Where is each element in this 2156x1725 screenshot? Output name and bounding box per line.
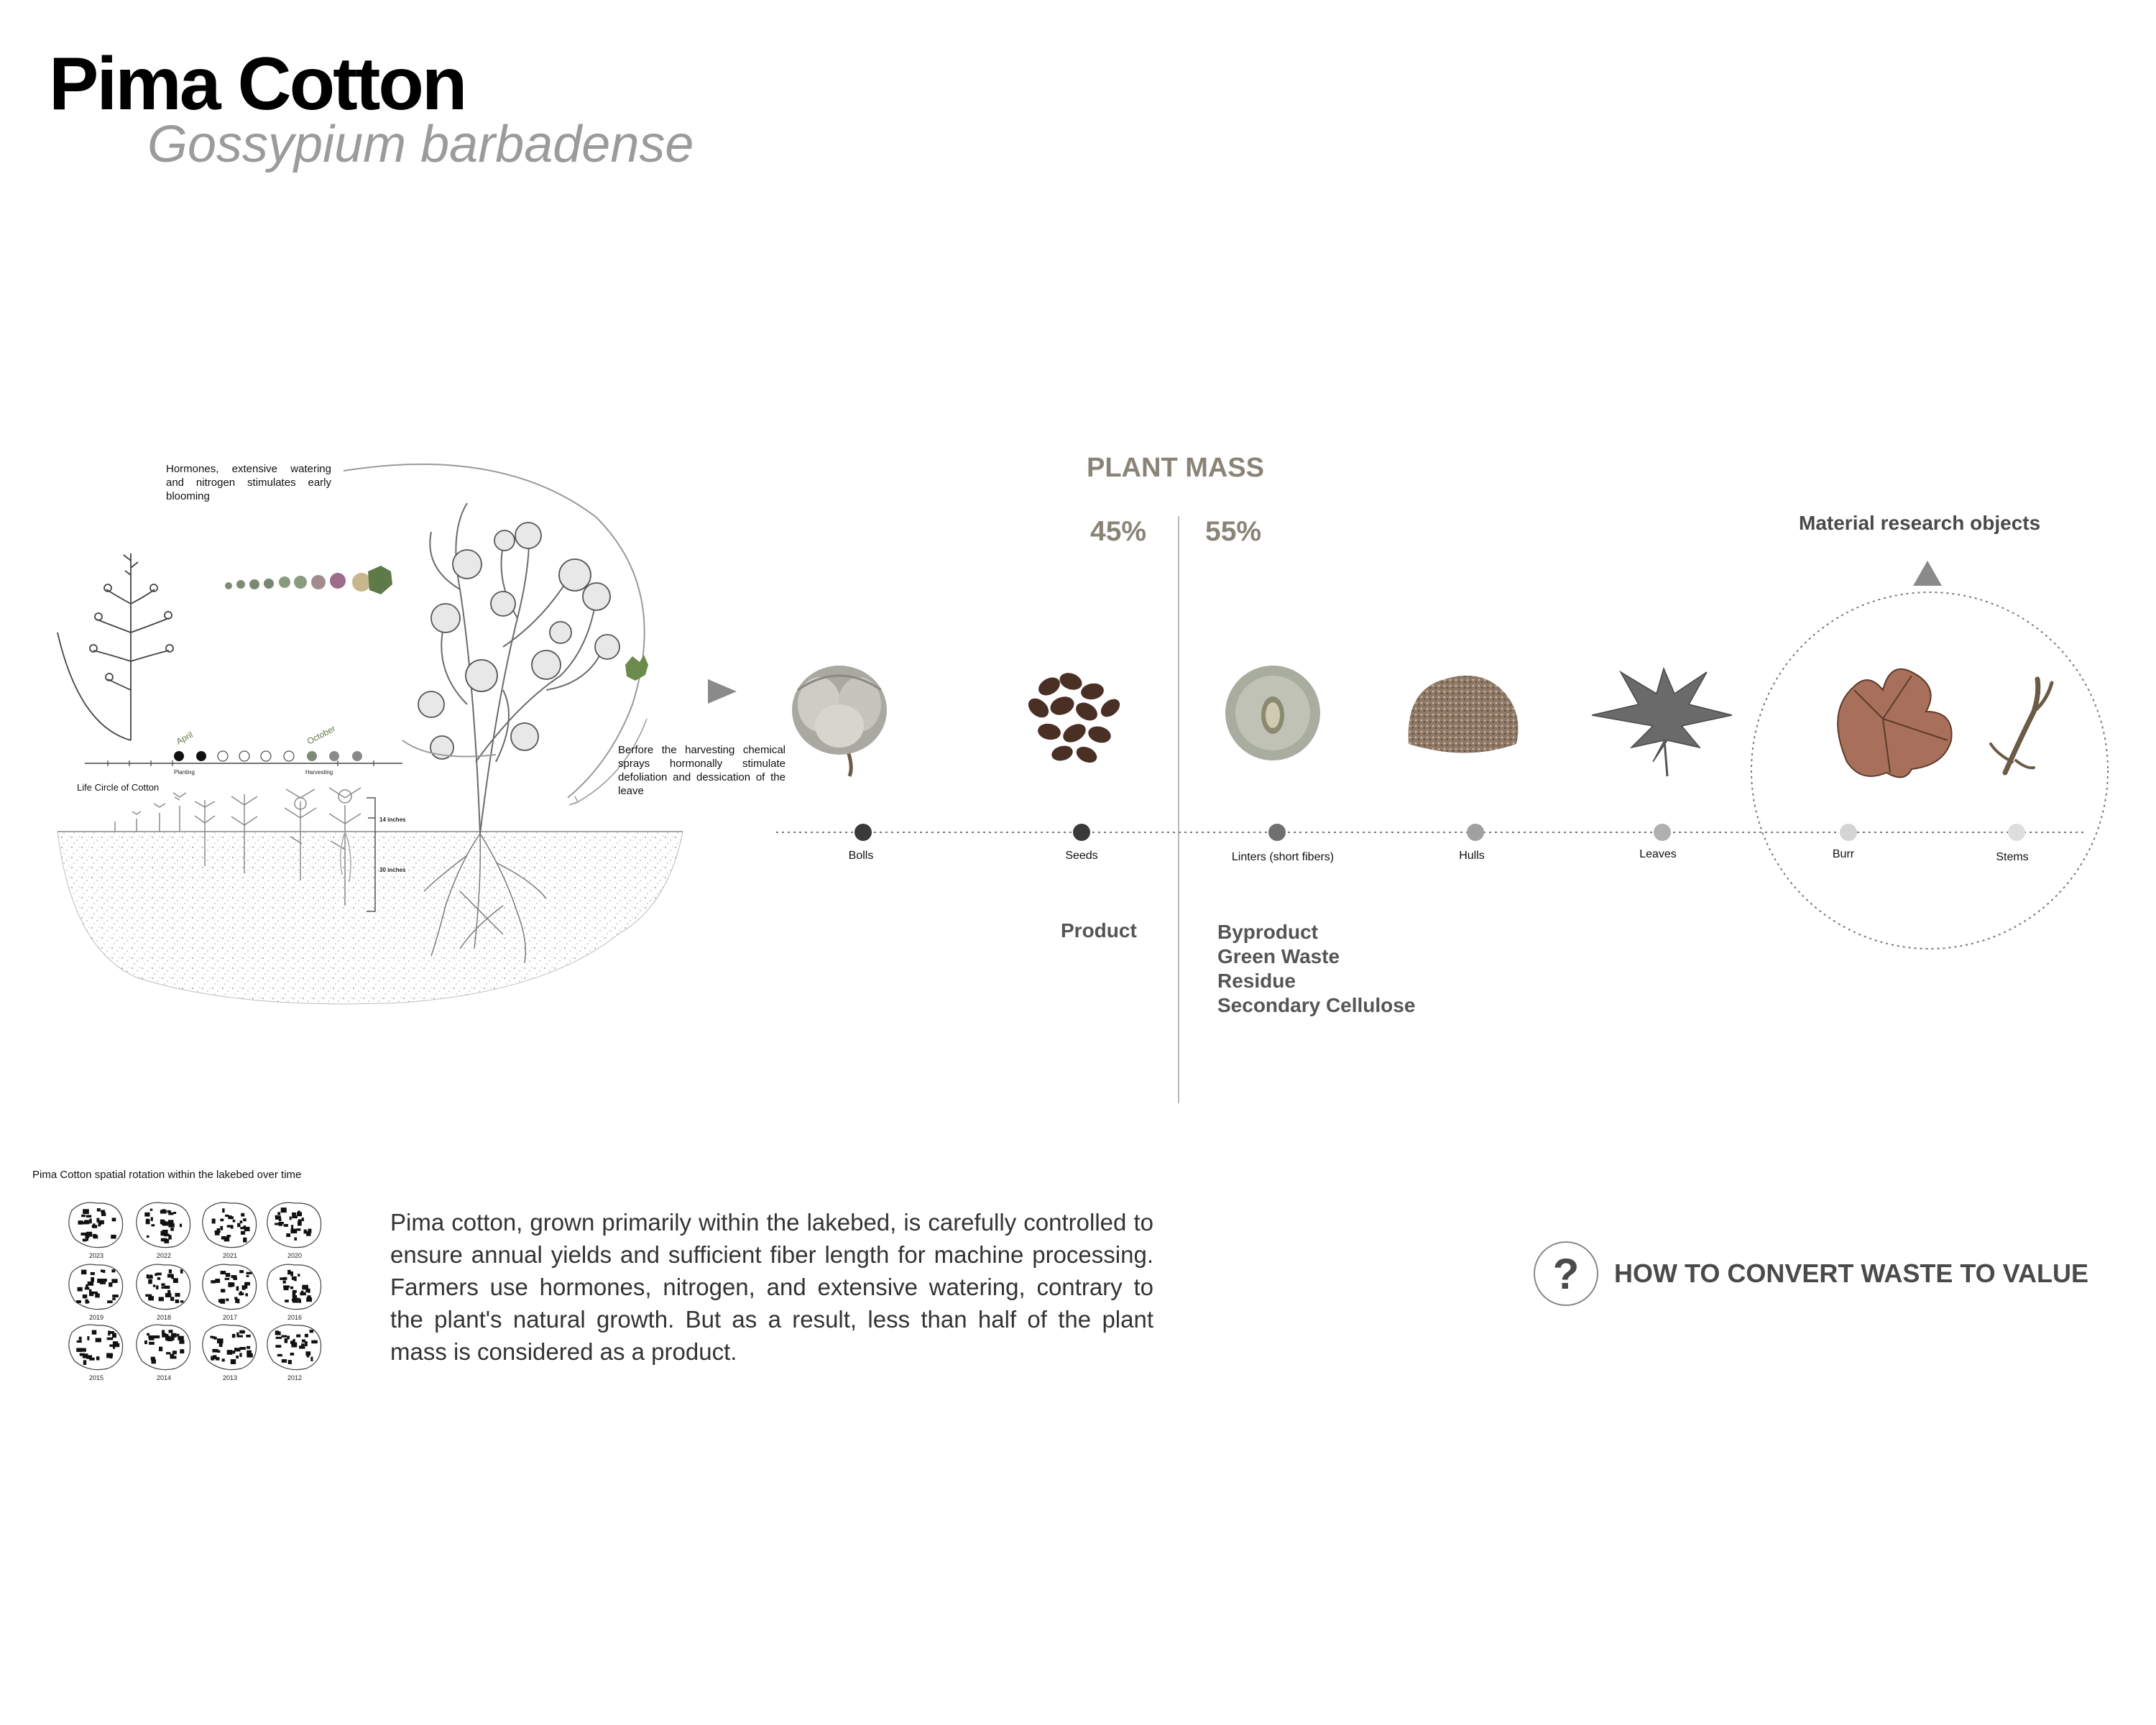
rotation-year-label: 2012 <box>287 1374 303 1381</box>
stage-planting-label: Planting <box>174 769 195 776</box>
stem-icon <box>1991 679 2052 773</box>
rotation-year-label: 2016 <box>287 1314 303 1321</box>
lakebed-map <box>267 1202 321 1248</box>
defoliation-note: Berfore the harvesting chemical sprays hormonally stimulate defoliation and dessication of the leave <box>618 744 786 797</box>
rotation-year-label: 2015 <box>88 1374 104 1381</box>
item-label-leaves: Leaves <box>1639 848 1677 860</box>
lakebed-map <box>137 1264 190 1310</box>
rotation-year-label: 2022 <box>156 1252 172 1259</box>
research-circle <box>1751 592 2108 949</box>
leaf-icon <box>1592 668 1732 776</box>
byproduct-percent: 55% <box>1205 516 1262 547</box>
secondary-cellulose-label: Secondary Cellulose <box>1217 994 1416 1016</box>
cotton-boll-icon <box>792 666 887 776</box>
rotation-year-label: 2013 <box>222 1374 238 1381</box>
rotation-year-label: 2014 <box>156 1374 172 1381</box>
rotation-maps <box>69 1202 321 1370</box>
blooming-arc <box>344 464 645 798</box>
month-start-label: April <box>174 730 195 747</box>
question-icon[interactable]: ? <box>1534 1241 1598 1306</box>
blooming-note: Hormones, extensive watering and nitrogen stimulates early blooming <box>166 463 331 502</box>
burr-icon <box>1838 669 1951 778</box>
lakebed-map <box>203 1264 257 1310</box>
description-paragraph: Pima cotton, grown primarily within the lakebed, is carefully controlled to ensure annual yields and sufficient fiber length for machine processing. Farmers use hormones, nitrogen, and extensive watering, contrary to the plant's natural growth. But as a result, less than half of the plant mass is considered as a product. <box>390 1209 1153 1365</box>
arrow-head-icon <box>569 796 578 805</box>
month-end-label: October <box>305 723 338 747</box>
rotation-year-label: 2017 <box>222 1314 238 1321</box>
lakebed-map <box>69 1264 123 1310</box>
convert-waste-label[interactable]: HOW TO CONVERT WASTE TO VALUE <box>1614 1259 2089 1288</box>
research-objects-title: Material research objects <box>1799 512 2041 534</box>
lakebed-map <box>69 1325 123 1370</box>
item-label-bolls: Bolls <box>848 850 874 862</box>
cotton-plant-illustration <box>430 503 604 834</box>
item-dot-stems <box>2008 824 2025 841</box>
convert-waste-link[interactable] <box>1534 1238 2088 1310</box>
lifecycle-label: Life Circle of Cotton <box>77 782 160 793</box>
item-label-seeds: Seeds <box>1065 850 1098 862</box>
product-label: Product <box>1061 919 1137 942</box>
item-dot-linters <box>1268 824 1286 841</box>
item-label-burr: Burr <box>1832 848 1855 860</box>
flow-arrow-icon <box>708 679 737 704</box>
item-dot-bolls <box>854 824 872 841</box>
rotation-year-label: 2019 <box>88 1314 104 1321</box>
rotation-year-label: 2018 <box>156 1314 172 1321</box>
item-dot-seeds <box>1073 824 1090 841</box>
cotton-plant-bolls <box>418 523 619 759</box>
depth-label-30: 30 inches <box>379 867 406 873</box>
lakebed-map <box>69 1202 123 1248</box>
item-dot-leaves <box>1654 824 1671 841</box>
stalk-schematic-icon <box>57 553 173 740</box>
seeds-icon <box>1025 670 1123 765</box>
page-title: Pima Cotton <box>49 42 466 126</box>
depth-label-14: 14 inches <box>379 816 406 823</box>
item-label-hulls: Hulls <box>1459 850 1485 862</box>
item-label-stems: Stems <box>1996 851 2029 863</box>
rotation-year-label: 2020 <box>287 1252 303 1259</box>
rotation-title: Pima Cotton spatial rotation within the lakebed over time <box>32 1169 302 1181</box>
lakebed-map <box>267 1325 321 1370</box>
lifecycle-timeline <box>85 751 402 766</box>
linters-icon <box>1225 666 1320 760</box>
rotation-year-label: 2023 <box>88 1252 104 1259</box>
bud-sequence-icon <box>225 566 392 594</box>
item-label-linters: Linters (short fibers) <box>1231 851 1335 863</box>
research-arrow-icon <box>1913 561 1942 586</box>
residue-label: Residue <box>1217 970 1296 992</box>
small-leaf-icon <box>625 655 648 681</box>
lakebed-map <box>137 1202 190 1248</box>
green-waste-label: Green Waste <box>1217 945 1340 967</box>
scientific-name: Gossypium barbadense <box>147 116 694 173</box>
hulls-icon <box>1409 676 1519 753</box>
lakebed-map <box>137 1325 190 1370</box>
lakebed-map <box>203 1325 257 1370</box>
lakebed-map <box>203 1202 257 1248</box>
stage-harvesting-label: Harvesting <box>305 769 333 776</box>
product-percent: 45% <box>1090 516 1147 547</box>
item-dot-burr <box>1840 824 1857 841</box>
soil-section <box>57 832 683 1004</box>
item-dot-hulls <box>1467 824 1484 841</box>
lakebed-map <box>267 1264 321 1310</box>
rotation-year-label: 2021 <box>222 1252 238 1259</box>
plant-mass-title: PLANT MASS <box>1087 453 1264 483</box>
byproduct-label: Byproduct <box>1217 921 1318 943</box>
byproduct-list <box>1217 920 1415 1018</box>
